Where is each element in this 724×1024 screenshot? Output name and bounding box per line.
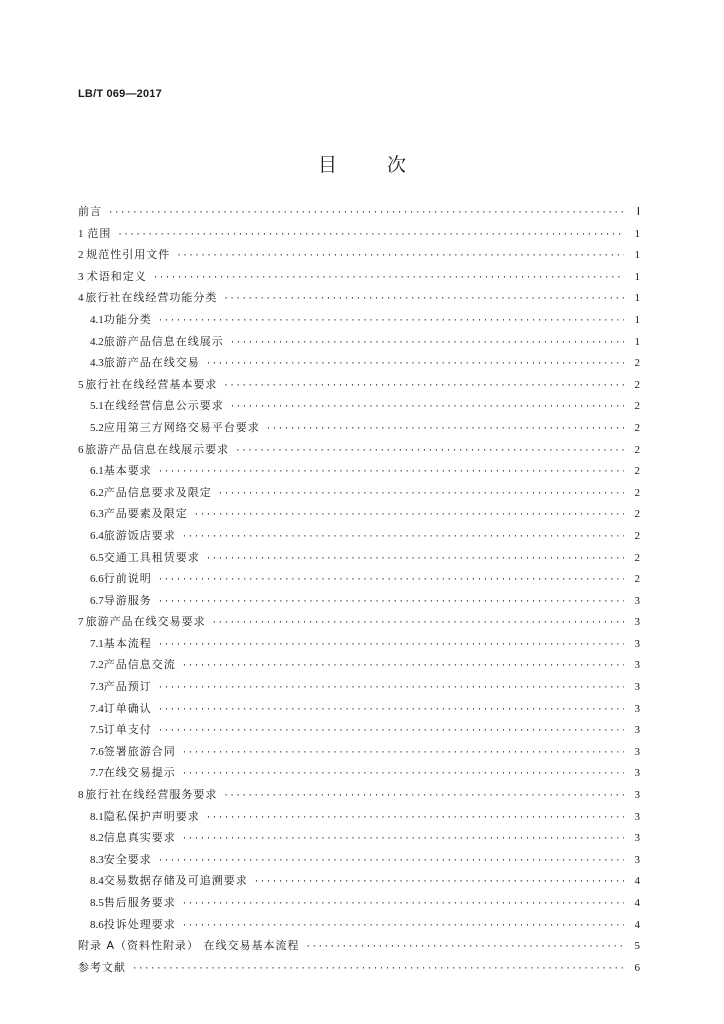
- toc-entry[interactable]: [78, 486, 640, 501]
- toc-entry[interactable]: [78, 918, 640, 933]
- toc-entry-page-number: 3: [634, 767, 640, 780]
- toc-entry-number: 3: [78, 270, 84, 283]
- dot-leader: [158, 596, 624, 609]
- toc-entry-number: 7.7: [90, 767, 104, 780]
- toc-entry-page-number: 5: [634, 940, 640, 953]
- toc-entry-label: 基本要求: [103, 464, 152, 478]
- toc-entry-page-number: 1: [634, 249, 640, 262]
- table-of-contents: [78, 205, 640, 976]
- toc-entry[interactable]: [78, 615, 640, 630]
- toc-entry-label: 功能分类: [103, 312, 152, 326]
- toc-entry-label: 信息真实要求: [103, 831, 176, 845]
- toc-entry-number: 8: [78, 789, 84, 802]
- toc-entry-page-number: 3: [634, 616, 640, 629]
- toc-entry-label: 在线经营信息公示要求: [103, 399, 224, 413]
- toc-entry-page-number: 2: [634, 378, 640, 391]
- toc-entry-label: 签署旅游合同: [103, 744, 176, 758]
- toc-entry-label: 交易数据存储及可追溯要求: [103, 874, 248, 888]
- dot-leader: [182, 768, 624, 781]
- toc-entry-page-number: 2: [634, 443, 640, 456]
- toc-entry-page-number: 3: [634, 637, 640, 650]
- toc-entry[interactable]: [78, 378, 640, 393]
- toc-entry[interactable]: [78, 551, 640, 566]
- dot-leader: [182, 920, 624, 933]
- page-title-char-2: 次: [387, 154, 407, 176]
- toc-entry[interactable]: [78, 637, 640, 652]
- toc-entry-number: 7.6: [90, 745, 104, 758]
- toc-entry-page-number: 2: [634, 421, 640, 434]
- toc-entry-number: 7.4: [90, 702, 104, 715]
- toc-entry[interactable]: [78, 507, 640, 522]
- toc-entry[interactable]: [78, 291, 640, 306]
- toc-entry-page-number: 2: [634, 551, 640, 564]
- dot-leader: [235, 445, 624, 458]
- toc-entry-page-number: 2: [634, 357, 640, 370]
- toc-entry-page-number: 3: [634, 594, 640, 607]
- toc-entry[interactable]: [78, 723, 640, 738]
- toc-entry-label: 旅行社在线经营服务要求: [85, 788, 218, 802]
- dot-leader: [158, 682, 624, 695]
- toc-entry-label: 产品信息要求及限定: [103, 485, 212, 499]
- toc-entry-page-number: 1: [634, 292, 640, 305]
- toc-entry-number: 2: [78, 249, 84, 262]
- dot-leader: [206, 812, 624, 825]
- toc-entry[interactable]: [78, 399, 640, 414]
- toc-entry[interactable]: [78, 658, 640, 673]
- toc-entry-number: 8.6: [90, 918, 104, 931]
- toc-entry[interactable]: [78, 810, 640, 825]
- dot-leader: [108, 207, 624, 220]
- dot-leader: [176, 250, 624, 263]
- toc-entry-number: 5.1: [90, 400, 104, 413]
- toc-entry-page-number: 4: [634, 918, 640, 931]
- toc-entry-number: 7: [78, 616, 84, 629]
- toc-entry-label: 在线交易提示: [103, 766, 176, 780]
- toc-entry-number: 8.1: [90, 810, 104, 823]
- toc-entry[interactable]: [78, 788, 640, 803]
- toc-entry[interactable]: [78, 853, 640, 868]
- dot-leader: [230, 337, 624, 350]
- toc-entry-number: 8.5: [90, 897, 104, 909]
- toc-entry-number: 7.3: [90, 681, 104, 694]
- dot-leader: [182, 531, 624, 544]
- toc-entry-page-number: 3: [634, 702, 640, 715]
- toc-entry-page-number: 3: [634, 853, 640, 866]
- toc-entry-page-number: 2: [634, 573, 640, 586]
- toc-entry[interactable]: [78, 421, 640, 436]
- toc-entry-number: 8.3: [90, 853, 104, 866]
- toc-entry-page-number: 3: [634, 745, 640, 758]
- toc-entry[interactable]: [78, 529, 640, 544]
- toc-entry-page-number: 3: [634, 789, 640, 802]
- toc-entry-number: 4: [78, 292, 84, 305]
- dot-leader: [206, 553, 624, 566]
- toc-entry-page-number: 4: [634, 875, 640, 888]
- toc-entry-page-number: 3: [634, 832, 640, 845]
- toc-entry-page-number: 3: [634, 810, 640, 823]
- toc-entry-page-number: 1: [634, 335, 640, 348]
- toc-entry[interactable]: [78, 874, 640, 889]
- toc-entry-number: 6.5: [90, 551, 104, 564]
- dot-leader: [230, 401, 624, 414]
- dot-leader: [212, 617, 624, 630]
- toc-entry-page-number: 1: [634, 270, 640, 283]
- toc-entry-label: 售后服务要求: [103, 896, 176, 909]
- toc-entry[interactable]: [78, 939, 640, 954]
- toc-entry-number: 6.1: [90, 465, 104, 478]
- toc-entry-page-number: 2: [634, 486, 640, 499]
- toc-entry[interactable]: [78, 702, 640, 717]
- toc-entry[interactable]: [78, 227, 640, 242]
- toc-entry-number: 6.6: [90, 573, 104, 586]
- dot-leader: [266, 423, 624, 436]
- toc-entry-number: 7.2: [90, 659, 104, 672]
- toc-entry[interactable]: [78, 594, 640, 609]
- page-title: [0, 150, 724, 177]
- toc-entry-number: 1: [78, 227, 84, 240]
- toc-entry-number: 6.7: [90, 594, 104, 607]
- dot-leader: [158, 315, 624, 328]
- dot-leader: [158, 704, 624, 717]
- toc-entry-number: 6.2: [90, 486, 104, 499]
- toc-entry-label: 产品要素及限定: [103, 507, 188, 521]
- toc-entry[interactable]: [78, 745, 640, 760]
- toc-entry-label: 旅游饭店要求: [103, 528, 176, 542]
- toc-entry-number: 8.4: [90, 875, 104, 888]
- toc-entry-label: 附录 A（资料性附录） 在线交易基本流程: [78, 939, 300, 953]
- toc-entry[interactable]: [78, 356, 640, 371]
- toc-entry-page-number: 3: [634, 659, 640, 672]
- toc-entry-page-number: 2: [634, 508, 640, 521]
- toc-entry[interactable]: [78, 248, 640, 263]
- dot-leader: [158, 639, 624, 652]
- toc-entry-number: 5.2: [90, 421, 104, 434]
- toc-entry-label: 产品预订: [103, 680, 152, 694]
- toc-entry-label: 旅游产品信息在线展示: [103, 334, 224, 348]
- dot-leader: [182, 833, 624, 846]
- toc-entry-label: 投诉处理要求: [103, 917, 176, 931]
- toc-entry-label: 旅行社在线经营功能分类: [85, 291, 218, 305]
- toc-entry-number: 8.2: [90, 832, 104, 845]
- toc-entry-label: 术语和定义: [86, 269, 147, 283]
- dot-leader: [223, 380, 624, 393]
- toc-entry-label: 应用第三方网络交易平台要求: [103, 420, 260, 434]
- dot-leader: [223, 293, 624, 306]
- toc-entry-number: 4.1: [90, 313, 104, 326]
- dot-leader: [194, 509, 624, 522]
- dot-leader: [158, 725, 624, 738]
- dot-leader: [218, 488, 624, 501]
- toc-entry[interactable]: [78, 961, 640, 976]
- dot-leader: [182, 898, 624, 911]
- toc-entry-label: 订单支付: [103, 723, 152, 737]
- standard-code: LB/T 069—2017: [78, 88, 162, 100]
- toc-entry-number: 6: [78, 443, 84, 456]
- toc-entry-page-number: Ⅰ: [636, 206, 640, 218]
- toc-entry-label: 规范性引用文件: [86, 248, 171, 262]
- page-title-char-1: 目: [317, 154, 337, 176]
- toc-entry-label: 旅游产品信息在线展示要求: [85, 442, 230, 456]
- toc-entry-label: 导游服务: [103, 593, 152, 607]
- dot-leader: [206, 358, 624, 371]
- toc-entry[interactable]: [78, 831, 640, 846]
- toc-entry-page-number: 3: [634, 681, 640, 694]
- toc-entry-label: 旅游产品在线交易要求: [85, 615, 206, 629]
- toc-entry-number: 5: [78, 378, 84, 391]
- toc-entry-page-number: 2: [634, 465, 640, 478]
- toc-entry-label: 订单确认: [103, 701, 152, 715]
- dot-leader: [158, 855, 624, 868]
- dot-leader: [182, 747, 624, 760]
- toc-entry-label: 行前说明: [103, 572, 152, 586]
- toc-entry-page-number: 1: [634, 313, 640, 326]
- dot-leader: [158, 574, 624, 587]
- toc-entry[interactable]: [78, 680, 640, 695]
- toc-entry-number: 6.4: [90, 529, 104, 542]
- toc-entry-number: 7.1: [90, 637, 104, 650]
- toc-entry-label: 参考文献: [78, 960, 126, 974]
- toc-entry-page-number: 4: [634, 897, 640, 909]
- toc-entry[interactable]: [78, 766, 640, 781]
- toc-entry-number: 7.5: [90, 724, 104, 737]
- toc-entry[interactable]: [78, 464, 640, 479]
- toc-entry-page-number: 6: [634, 961, 640, 974]
- toc-entry[interactable]: [78, 896, 640, 911]
- dot-leader: [132, 963, 624, 976]
- toc-entry-label: 隐私保护声明要求: [103, 809, 200, 823]
- toc-entry-page-number: 2: [634, 400, 640, 413]
- dot-leader: [153, 272, 624, 285]
- toc-entry-label: 旅游产品在线交易: [103, 356, 200, 370]
- toc-entry[interactable]: [78, 205, 640, 220]
- toc-entry[interactable]: [78, 313, 640, 328]
- dot-leader: [254, 876, 624, 889]
- dot-leader: [158, 466, 624, 479]
- toc-entry[interactable]: [78, 335, 640, 350]
- toc-entry[interactable]: [78, 572, 640, 587]
- toc-entry-page-number: 3: [634, 724, 640, 737]
- dot-leader: [223, 790, 624, 803]
- toc-entry-page-number: 2: [634, 529, 640, 542]
- toc-entry[interactable]: [78, 270, 640, 285]
- toc-entry-label: 交通工具租赁要求: [103, 550, 200, 564]
- toc-entry-number: 4.2: [90, 335, 104, 348]
- toc-entry-page-number: 1: [634, 227, 640, 240]
- toc-entry-number: 6.3: [90, 508, 104, 521]
- toc-entry-number: 4.3: [90, 357, 104, 370]
- toc-entry-label: 安全要求: [103, 852, 152, 866]
- toc-entry[interactable]: [78, 443, 640, 458]
- toc-entry-label: 前言: [78, 205, 102, 218]
- dot-leader: [182, 660, 624, 673]
- toc-entry-label: 基本流程: [103, 636, 152, 650]
- dot-leader: [117, 229, 624, 242]
- toc-entry-label: 范围: [87, 226, 112, 240]
- dot-leader: [306, 941, 624, 954]
- toc-entry-label: 旅行社在线经营基本要求: [85, 377, 218, 391]
- toc-entry-label: 产品信息交流: [103, 658, 176, 672]
